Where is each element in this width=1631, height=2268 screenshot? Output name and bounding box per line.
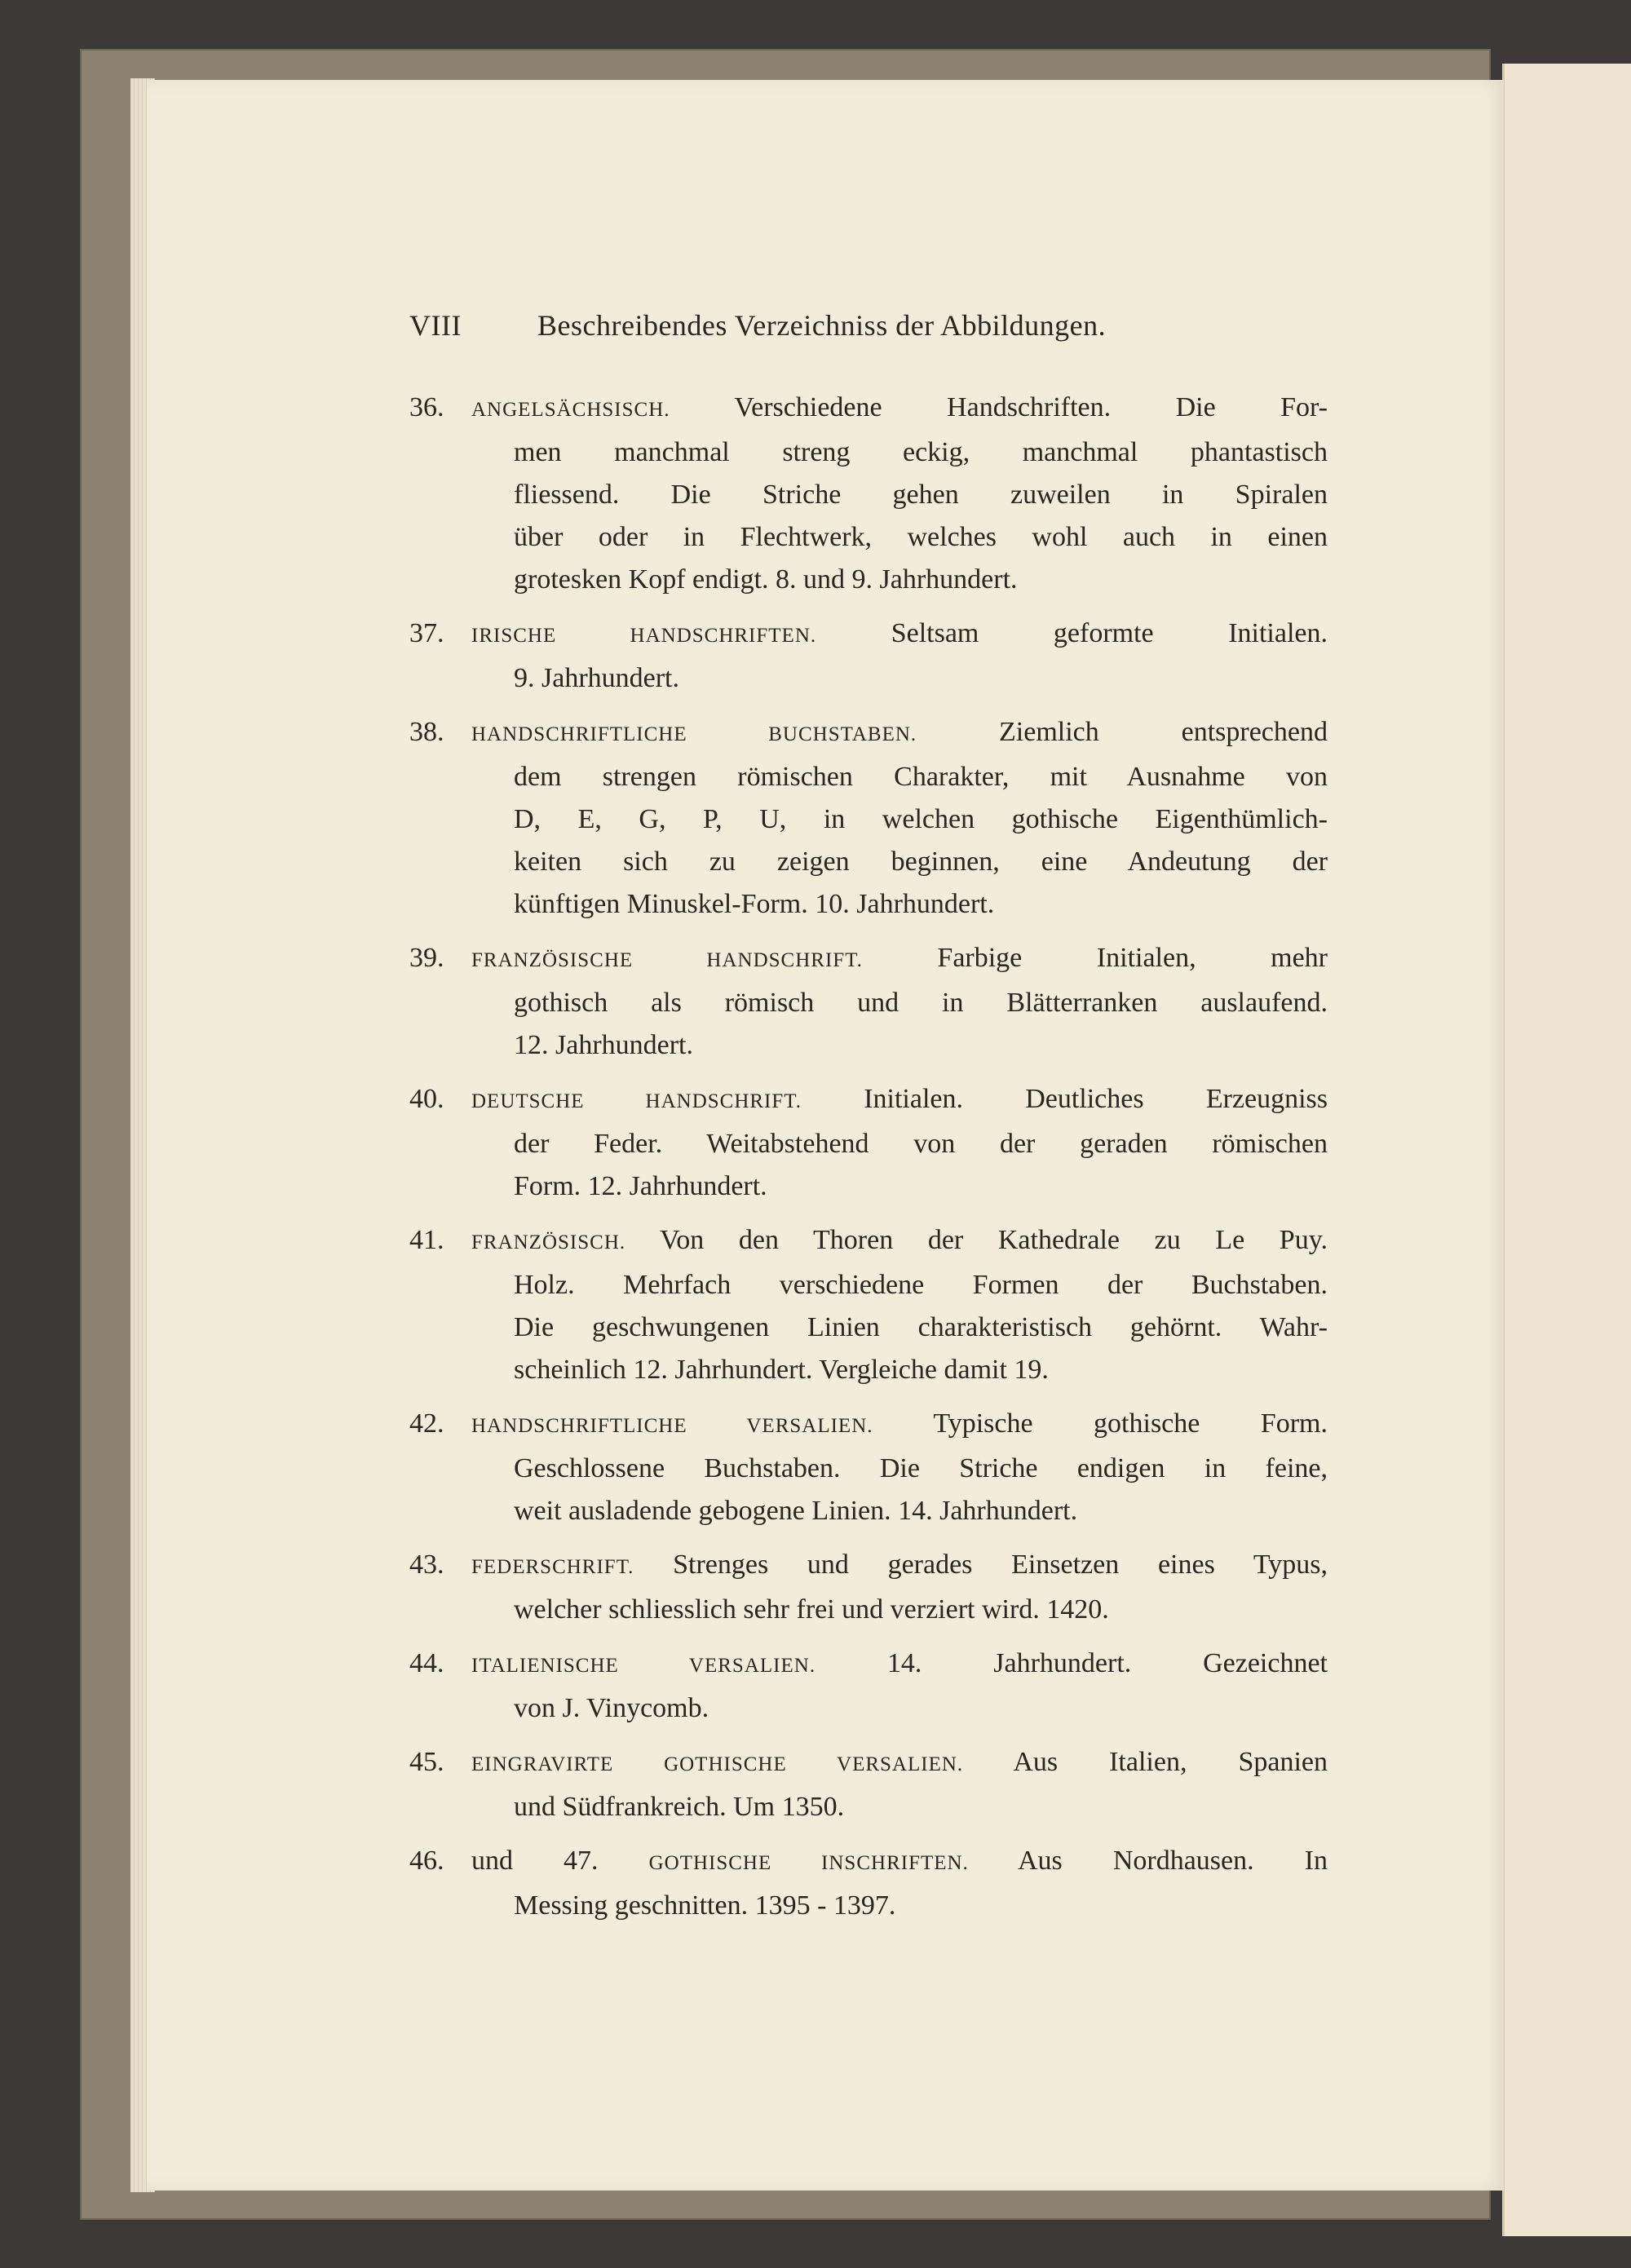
entry-heading: ITALIENISCHE VERSALIEN.: [471, 1655, 816, 1677]
entry-line: Die geschwungenen Linien charakteristisch gehörnt. Wahr-: [514, 1312, 1328, 1342]
entry-line: 12. Jahrhundert.: [514, 1030, 694, 1060]
running-title: Beschreibendes Verzeichniss der Abbildungen.: [537, 309, 1107, 342]
entry-line: [471, 1219, 1328, 1264]
entry-line: [471, 1078, 1328, 1123]
entry-number: 41.: [409, 1225, 444, 1255]
entry-line: von J. Vinycomb.: [514, 1693, 709, 1723]
entry-line: [471, 1403, 1328, 1448]
entry-line: [471, 1544, 1328, 1589]
entry-line: D, E, G, P, U, in welchen gothische Eigenthümlich-: [514, 804, 1328, 834]
entry-number: 43.: [409, 1550, 444, 1580]
list-item: [409, 1403, 1328, 1532]
entry-number: 42.: [409, 1408, 444, 1439]
list-item: [409, 1078, 1328, 1208]
list-item: [409, 612, 1328, 700]
entry-text: Strenges und gerades Einsetzen eines Typus,: [673, 1550, 1328, 1580]
entry-line: über oder in Flechtwerk, welches wohl auch in einen: [514, 522, 1328, 552]
entry-line: keiten sich zu zeigen beginnen, eine Andeutung der: [514, 847, 1328, 877]
entry-line: [471, 711, 1328, 756]
entry-text: Von den Thoren der Kathedrale zu Le Puy.: [660, 1225, 1328, 1255]
entry-line: weit ausladende gebogene Linien. 14. Jahrhundert.: [514, 1496, 1078, 1526]
list-item: [409, 1642, 1328, 1730]
entry-text: Aus Nordhausen. In: [1018, 1846, 1328, 1876]
entry-heading: IRISCHE HANDSCHRIFTEN.: [471, 625, 817, 647]
page-number: VIII: [409, 309, 462, 342]
entry-line: gothisch als römisch und in Blätterranken auslaufend.: [514, 988, 1328, 1018]
entry-line: künftigen Minuskel-Form. 10. Jahrhundert.: [514, 889, 995, 919]
entry-line: scheinlich 12. Jahrhundert. Vergleiche damit 19.: [514, 1355, 1049, 1385]
entry-prefix: und 47.: [471, 1846, 599, 1876]
entry-number: 46.: [409, 1846, 444, 1876]
entry-line: Holz. Mehrfach verschiedene Formen der Buchstaben.: [514, 1270, 1328, 1300]
entry-number: 40.: [409, 1084, 444, 1114]
entry-line: [471, 612, 1328, 657]
entry-line: Geschlossene Buchstaben. Die Striche endigen in feine,: [514, 1453, 1328, 1483]
entry-number: 38.: [409, 717, 444, 747]
entry-number: 37.: [409, 618, 444, 648]
entry-number: 44.: [409, 1648, 444, 1678]
entry-line: der Feder. Weitabstehend von der geraden römischen: [514, 1129, 1328, 1159]
entry-heading: HANDSCHRIFTLICHE BUCHSTABEN.: [471, 723, 917, 745]
entry-heading: ANGELSÄCHSISCH.: [471, 399, 670, 421]
entry-text: Ziemlich entsprechend: [999, 717, 1328, 747]
entry-heading: HANDSCHRIFTLICHE VERSALIEN.: [471, 1415, 873, 1437]
entry-line: Messing geschnitten. 1395 - 1397.: [514, 1890, 896, 1921]
entry-line: dem strengen römischen Charakter, mit Ausnahme von: [514, 762, 1328, 792]
entry-heading: GOTHISCHE INSCHRIFTEN.: [648, 1852, 969, 1874]
entry-number: 39.: [409, 943, 444, 973]
entry-text: Verschiedene Handschriften. Die For-: [734, 392, 1328, 422]
entry-line: [471, 1642, 1328, 1687]
entry-line: [471, 937, 1328, 982]
entry-text: 14. Jahrhundert. Gezeichnet: [886, 1648, 1328, 1678]
entry-text: Aus Italien, Spanien: [1013, 1747, 1328, 1777]
entry-number: 36.: [409, 392, 444, 422]
entry-line: welcher schliesslich sehr frei und verziert wird. 1420.: [514, 1594, 1109, 1625]
entry-text: Initialen. Deutliches Erzeugniss: [864, 1084, 1328, 1114]
entry-line: [471, 1741, 1328, 1786]
entry-line: 9. Jahrhundert.: [514, 663, 680, 693]
entry-line: Form. 12. Jahrhundert.: [514, 1171, 767, 1201]
entry-line: und Südfrankreich. Um 1350.: [514, 1792, 845, 1822]
entry-text: Seltsam geformte Initialen.: [891, 618, 1328, 648]
list-item: [409, 711, 1328, 926]
entry-heading: DEUTSCHE HANDSCHRIFT.: [471, 1090, 802, 1112]
entry-heading: EINGRAVIRTE GOTHISCHE VERSALIEN.: [471, 1753, 964, 1775]
entry-text: Farbige Initialen, mehr: [937, 943, 1328, 973]
list-item: [409, 937, 1328, 1067]
list-item: [409, 1741, 1328, 1828]
entry-line: grotesken Kopf endigt. 8. und 9. Jahrhundert.: [514, 564, 1018, 595]
entry-line: [471, 387, 1328, 431]
entry-number: 45.: [409, 1747, 444, 1777]
entry-text: Typische gothische Form.: [933, 1408, 1328, 1439]
entry-heading: FRANZÖSISCH.: [471, 1231, 626, 1253]
entry-line: men manchmal streng eckig, manchmal phantastisch: [514, 437, 1328, 467]
entry-line: fliessend. Die Striche gehen zuweilen in Spiralen: [514, 480, 1328, 510]
list-item: [409, 1544, 1328, 1631]
entry-line: [471, 1840, 1328, 1885]
entry-heading: FEDERSCHRIFT.: [471, 1556, 634, 1578]
entry-heading: FRANZÖSISCHE HANDSCHRIFT.: [471, 949, 863, 971]
list-item: [409, 1840, 1328, 1927]
list-item: [409, 387, 1328, 601]
figure-list: [409, 387, 1328, 1939]
list-item: [409, 1219, 1328, 1391]
facing-page-edge: [1502, 64, 1631, 2236]
